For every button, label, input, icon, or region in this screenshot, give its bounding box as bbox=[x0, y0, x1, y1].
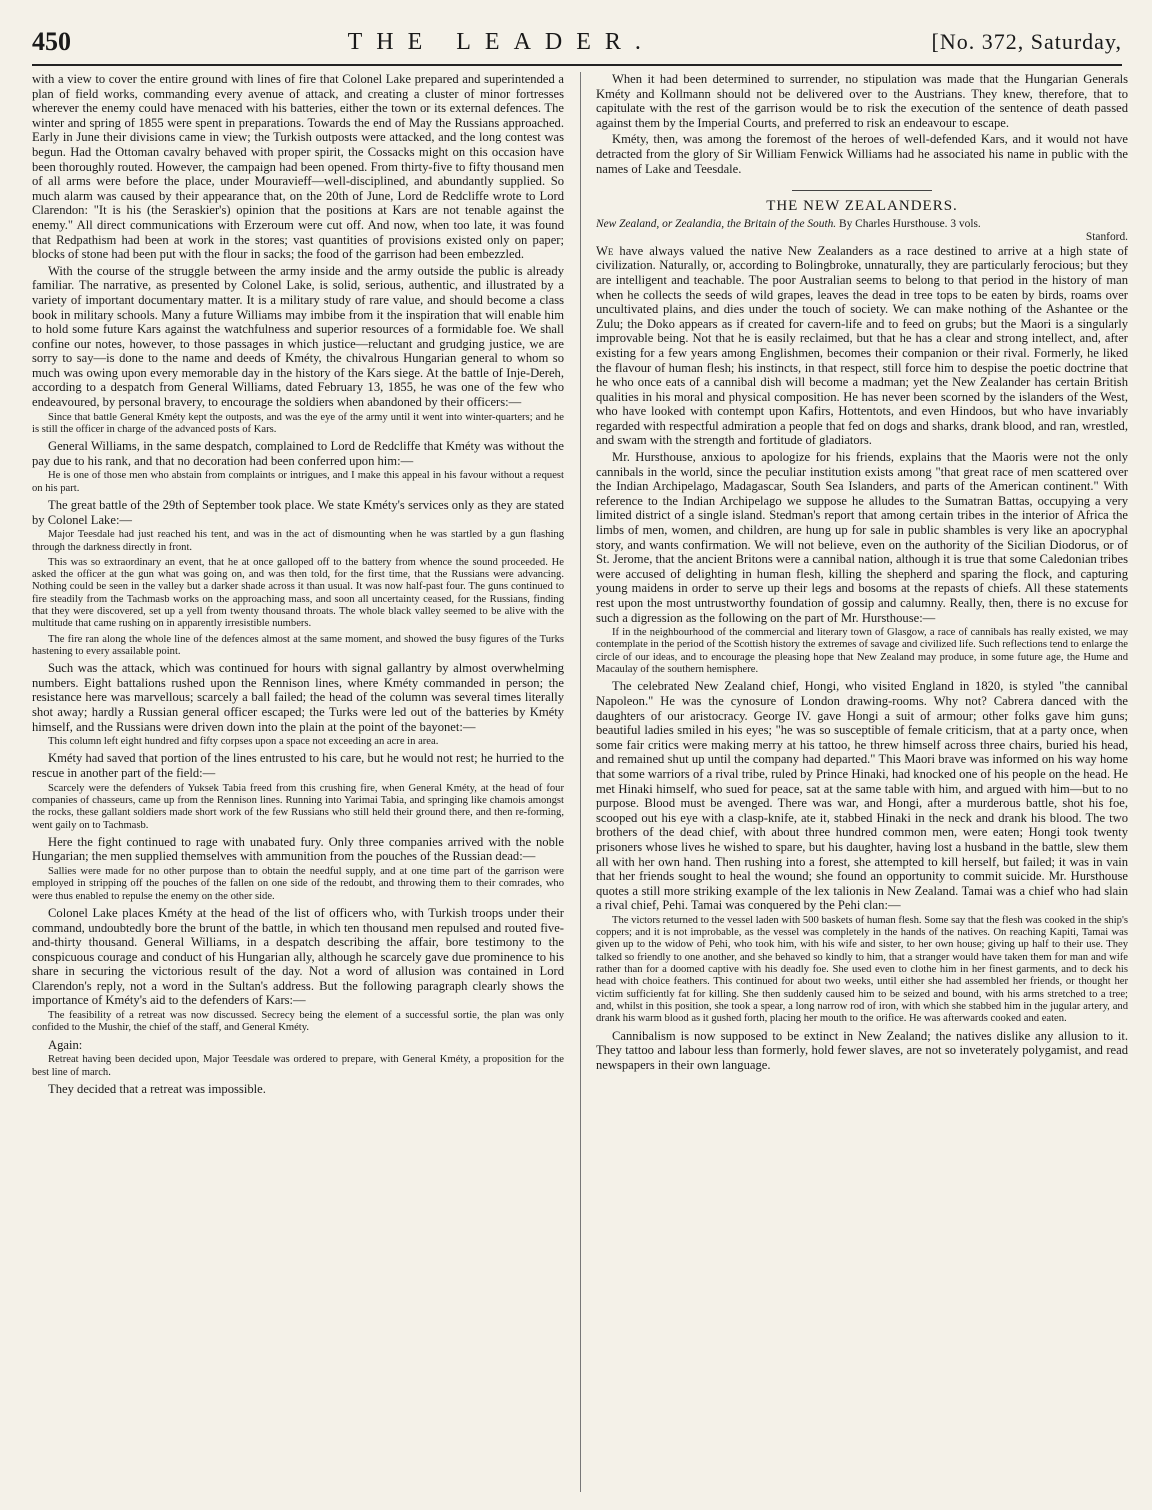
book-title: New Zealand, or Zealandia, the Britain of the South. bbox=[596, 217, 837, 230]
paragraph: The great battle of the 29th of September took place. We state Kméty's services only as they are stated by Colonel Lake:— bbox=[32, 498, 564, 527]
quotation: The victors returned to the vessel laden with 500 baskets of human flesh. Some say that the flesh was cooked in the ship's coppers; and it is not improbable, as the vessel was completely in the hands of the natives. On reaching Kapiti, Tamai was given up to the widow of Pehi, who took him, with his wife and sister, to her own house; giving up half to their use. They talked so friendly to one another, and she behaved so kindly to him, that a stranger would have taken them for man and wife rather than for a doomed captive with his deadly foe. She used even to clothe him in her finest garments, and to deck his head with choice feathers. This continued for about two weeks, until either she had assembled her friends, or thought her victim sufficiently fat for killing. She then suddenly caused him to be seized and bound, with his arms stretched to a tree; and, whilst in this position, she took a spear, a long narrow rod of iron, with which she stabbed him in the jugular artery, and drank his warm blood as it gushed forth, placing her mouth to the orifice. He was afterwards cooked and eaten. bbox=[596, 914, 1128, 1025]
quotation: This column left eight hundred and fifty corpses upon a space not exceeding an acre in area. bbox=[48, 736, 439, 748]
quotation: The fire ran along the whole line of the defences almost at the same moment, and showed the busy figures of the Turks hastening to every assailable point. bbox=[32, 633, 564, 657]
book-reference bbox=[596, 218, 1128, 244]
paragraph: The celebrated New Zealand chief, Hongi, who visited England in 1820, is styled "the cannibal Napoleon." He was the cynosure of London drawing-rooms. Why not? Cabrera danced with the daughters of our aristocracy. George IV. gave Hongi a suit of armour; other folks gave him guns; beautiful ladies smiled in his eyes; "he was so susceptible of female criticism, that at a party once, when some fair critics were making merry at his tattoo, he threw himself across three chairs, buried his head, and remained shut up until the company had departed." This Maori brave was informed on his way home that some warriors of a rival tribe, ruled by Prince Hinaki, had knocked one of his people on the head. He met Hinaki himself, who sued for peace, sat at the same table with him, and argued with him—but to no purpose. Blood must be avenged. There was war, and Hongi, after a murderous battle, shot his foe, scooped out his eye with a clasp-knife, ate it, stabbed Hinaki in the neck and drank his blood. The two brothers of the dead chief, with about three hundred common men, were eaten; Hongi took twenty prisoners whose lives he wished to spare, but his daughter, having lost a husband in the battle, slew them all with her own hand. Then rushing into a forest, she attempted to kill herself, but failed; it was in vain that her friends sought to heal the wound; she found an opportunity to commit suicide. Mr. Hursthouse quotes a still more striking example of the lex talionis in New Zealand. Tamai was a chief who had slain a rival chief, Pehi. Tamai was conquered by the Pehi clan:— bbox=[596, 679, 1128, 913]
paragraph: Cannibalism is now supposed to be extinct in New Zealand; the natives dislike any allusion to it. They tattoo and labour less than formerly, hold fewer slaves, are not so inveterately polygamist, and read newspapers in their own language. bbox=[596, 1028, 1128, 1072]
paragraph bbox=[596, 244, 1128, 448]
quotation: Major Teesdale had just reached his tent, and was in the act of dismounting when he was startled by a gun flashing through the darkness directly in front. bbox=[32, 529, 564, 553]
quotation: Scarcely were the defenders of Yuksek Tabia freed from this crushing fire, when General Kméty, at the head of four companies of chasseurs, came up from the Rennison lines. Running into Yarimai Tabia, and springing like chamois amongst the rocks, these gallant soldiers made short work of the few Russians who still held their ground there, and then re-forming, went gaily on to Tachmasb. bbox=[32, 782, 564, 831]
masthead bbox=[32, 20, 1122, 66]
paragraph: General Williams, in the same despatch, complained to Lord de Redcliffe that Kméty was without the pay due to his rank, and that no decoration had been conferred upon him:— bbox=[32, 439, 564, 468]
paragraph: Colonel Lake places Kméty at the head of the list of officers who, with Turkish troops under their command, undoubtedly bore the brunt of the battle, in which ten thousand men repulsed and routed five-and-thirty thousand. General Williams, in a despatch describing the affair, bore testimony to the conspicuous courage and conduct of his Hungarian ally, although he scarcely gave due prominence to his share in securing the victorious result of the day. Not a word of allusion was contained in Lord Clarendon's reply, not a word in the Sultan's address. But the following paragraph clearly shows the importance of Kméty's aid to the defenders of Kars:— bbox=[32, 905, 564, 1008]
book-publisher: Stanford. bbox=[1085, 230, 1128, 243]
quotation: Sallies were made for no other purpose than to obtain the needful supply, and at one time part of the garrison were employed in stripping off the pouches of the fallen on one side of the redoubt, and throwing them to their comrades, who were thus enabled to repulse the enemy on the other side. bbox=[32, 866, 564, 902]
quotation: If in the neighbourhood of the commercial and literary town of Glasgow, a race of cannibals has really existed, we may contemplate in the period of the Scottish history the extremes of savage and civilized life. Such reflections tend to enlarge the circle of our ideas, and to encourage the pleasing hope that New Zealand may produce, in some future age, the Hume and Macaulay of the southern hemisphere. bbox=[596, 627, 1128, 676]
paragraph: with a view to cover the entire ground with lines of fire that Colonel Lake prepared and superintended a plan of field works, commanding every avenue of attack, and creating a cluster of minor fortresses wherever the enemy could have menaced with his batteries, either the town or its external defences. The winter and spring of 1855 were spent in preparations. Towards the end of May the Russians approached. Early in June their divisions came in view; the Turkish outposts were attacked, and the long contest was begun. Had the Ottoman cavalry behaved with proper spirit, the Cossacks might on this occasion have been thoroughly routed. However, the campaign had been opened. From thirty-five to fifty thousand men of all arms were before the place, under Mouravieff—well-disciplined, and abundantly supplied. So much alarm was caused by their appearance that, on the 20th of June, Lord de Redcliffe wrote to Lord Clarendon: "It is his (the Seraskier's) opinion that the positions at Kars are not tenable against the enemy." All direct communications with Erzeroum were cut off. And now, when too late, it was found that Redpathism had been at work in the stores; vast quantities of provisions existed only on paper; blocks of stone had been put with the flour in sacks; the food of the garrison had been embezzled. bbox=[32, 72, 564, 262]
page-number: 450 bbox=[32, 27, 71, 56]
left-column bbox=[32, 72, 564, 1492]
quotation: Retreat having been decided upon, Major Teesdale was ordered to prepare, with General Kméty, a proposition for the best line of march. bbox=[32, 1054, 564, 1078]
paragraph: With the course of the struggle between the army inside and the army outside the public is already familiar. The narrative, as presented by Colonel Lake, is solid, serious, authentic, and illustrated by a variety of important documentary matter. It is a military study of rare value, and should become a class book in military schools. Many a future Williams may imbibe from it the inspiration that will enable him to hold some future Kars against the watchfulness and superior resources of a formidable foe. We shall confine our notes, however, to those passages in which justice—reluctant and grudging justice, we are sorry to say—is done to the name and deeds of Kméty, the chivalrous Hungarian general to whom so much was owing upon every memorable day in the history of the Kars siege. At the battle of Inje-Dereh, according to a despatch from General Williams, dated February 13, 1855, he was one of the few who endeavoured, by personal bravery, to encourage the soldiers when abandoned by their officers:— bbox=[32, 263, 564, 410]
opening-word: We bbox=[596, 243, 614, 258]
issue-info: [No. 372, Saturday, bbox=[931, 29, 1122, 54]
paragraph: They decided that a retreat was impossible. bbox=[48, 1081, 266, 1096]
section-divider bbox=[792, 190, 932, 191]
quotation: He is one of those men who abstain from complaints or intrigues, and I make this appeal in his favour without a request on his part. bbox=[32, 470, 564, 494]
paper-title: THE LEADER. bbox=[347, 28, 655, 55]
paragraph: Here the fight continued to rage with unabated fury. Only three companies arrived with the noble Hungarian; the men supplied themselves with ammunition from the pouches of the Russian dead:— bbox=[32, 834, 564, 864]
section-title: THE NEW ZEALANDERS. bbox=[766, 198, 958, 215]
right-column bbox=[596, 72, 1128, 1492]
paragraph: Mr. Hursthouse, anxious to apologize for his friends, explains that the Maoris were not the only cannibals in the world, since the peculiar institution exists among "that great race of men scattered over the Indian Archipelago, Madagascar, South Sea Islanders, and parts of the American continent." With reference to the Indian Archipelago we suppose he alludes to the Sumatran Battas, occupying a very limited district of a single island. Stedman's report that among certain tribes in the interior of Africa the limbs of men, women, and children, are hung up for sale in public shambles is very like an apocryphal story, and wants confirmation. We will not believe, even on the authority of the Sicilian Diodorus, or of St. Jerome, that the ancient Britons were a cannibal nation, although it is true that some Caledonian tribes were accused of delighting in human flesh, killing the shepherd and sparing the flock, and capturing young maidens in order to serve up their legs and bosoms at the repasts of chiefs. All these statements rest upon the most untrustworthy foundation of gossip and calumny. Really, then, there is no excuse for such a digression as the following on the part of Mr. Hursthouse:— bbox=[596, 450, 1128, 625]
paragraph-text: have always valued the native New Zealanders as a race destined to arrive at a high state of civilization. Naturally, or, according to Bolingbroke, unnaturally, they are particularly ferocious; but they are intelligent and teachable. The poor Australian seems to belong to that period in the history of man when he collects the seeds of wild grapes, leaves the dead in tree tops to be eaten by birds, roams over uncultivated plains, and dies under the touch of society. We can make nothing of the Ashantee or the Zulu; the Doko appears as if created for cavern-life and to feed on grubs; but the Maori is a singularly improvable being. Not that he is easily reclaimed, but that he has a clear and strong intellect, and, after existing for a few years among Englishmen, becomes their companion or their rival. Formerly, he liked the flavour of human flesh; his instincts, in that respect, still force him to despise the poetic doctrine that he who once eats of a cannibal dish will become a madman; yet the New Zealander has certain British qualities in his moral and physical composition. He has never been scorned by the islanders of the West, who have looked with contempt upon Kafirs, Hottentots, and even Hindoos, but who have invariably regarded with respectful admiration a people that fed on dogs and sharks, drank blood, and ran, wrestled, and swam with the strength and fortitude of gladiators. bbox=[596, 243, 1128, 448]
column-divider bbox=[580, 72, 581, 1492]
quotation: The feasibility of a retreat was now discussed. Secrecy being the element of a successful sortie, the plan was only confided to the Mushir, the chief of the staff, and General Kméty. bbox=[32, 1010, 564, 1034]
paragraph: Kméty had saved that portion of the lines entrusted to his care, but he would not rest; he hurried to the rescue in another part of the field:— bbox=[32, 751, 564, 781]
paragraph: When it had been determined to surrender, no stipulation was made that the Hungarian Generals Kméty and Kollmann should not be delivered over to the Austrians. They knew, therefore, that to capitulate with the rest of the garrison would be to risk the execution of the sentence of death passed against them by the Imperial Courts, and preferred to risk an endeavour to escape. bbox=[596, 72, 1128, 130]
book-author: By Charles Hursthouse. 3 vols. bbox=[839, 217, 981, 230]
quotation: Since that battle General Kméty kept the outposts, and was the eye of the army until it went into winter-quarters; and he is still the officer in charge of the advanced posts of Kars. bbox=[32, 411, 564, 435]
paragraph: Kméty, then, was among the foremost of the heroes of well-defended Kars, and it would not have detracted from the glory of Sir William Fenwick Williams had he associated his name in public with the names of Lake and Teesdale. bbox=[596, 132, 1128, 176]
quotation: This was so extraordinary an event, that he at once galloped off to the battery from whence the sound proceeded. He asked the officer at the gun what was going on, and was then told, for the first time, that the Russians were advancing. Nothing could be seen in the valley but a darker shade across it than usual. It was now half-past four. The guns continued to fire steadily from the Tachmasb works on the approaching mass, and soon all uncertainty ceased, for the Russians, finding that they were discovered, set up a yell from twenty thousand throats. The whole black valley seemed to be alive with the multitude that came rushing on in apparently irresistible numbers. bbox=[32, 556, 564, 630]
paragraph: Such was the attack, which was continued for hours with signal gallantry by almost overwhelming numbers. Eight battalions rushed upon the Rennison lines, where Kméty commanded in person; the resistance here was marvellous; scarcely a ball failed; the head of the column was several times literally shot away; hardly a Russian general officer escaped; the Turks were led out of the batteries by Kméty himself, and the Russians were driven down into the plain at the point of the bayonet:— bbox=[32, 661, 564, 734]
paragraph: Again: bbox=[48, 1037, 83, 1052]
